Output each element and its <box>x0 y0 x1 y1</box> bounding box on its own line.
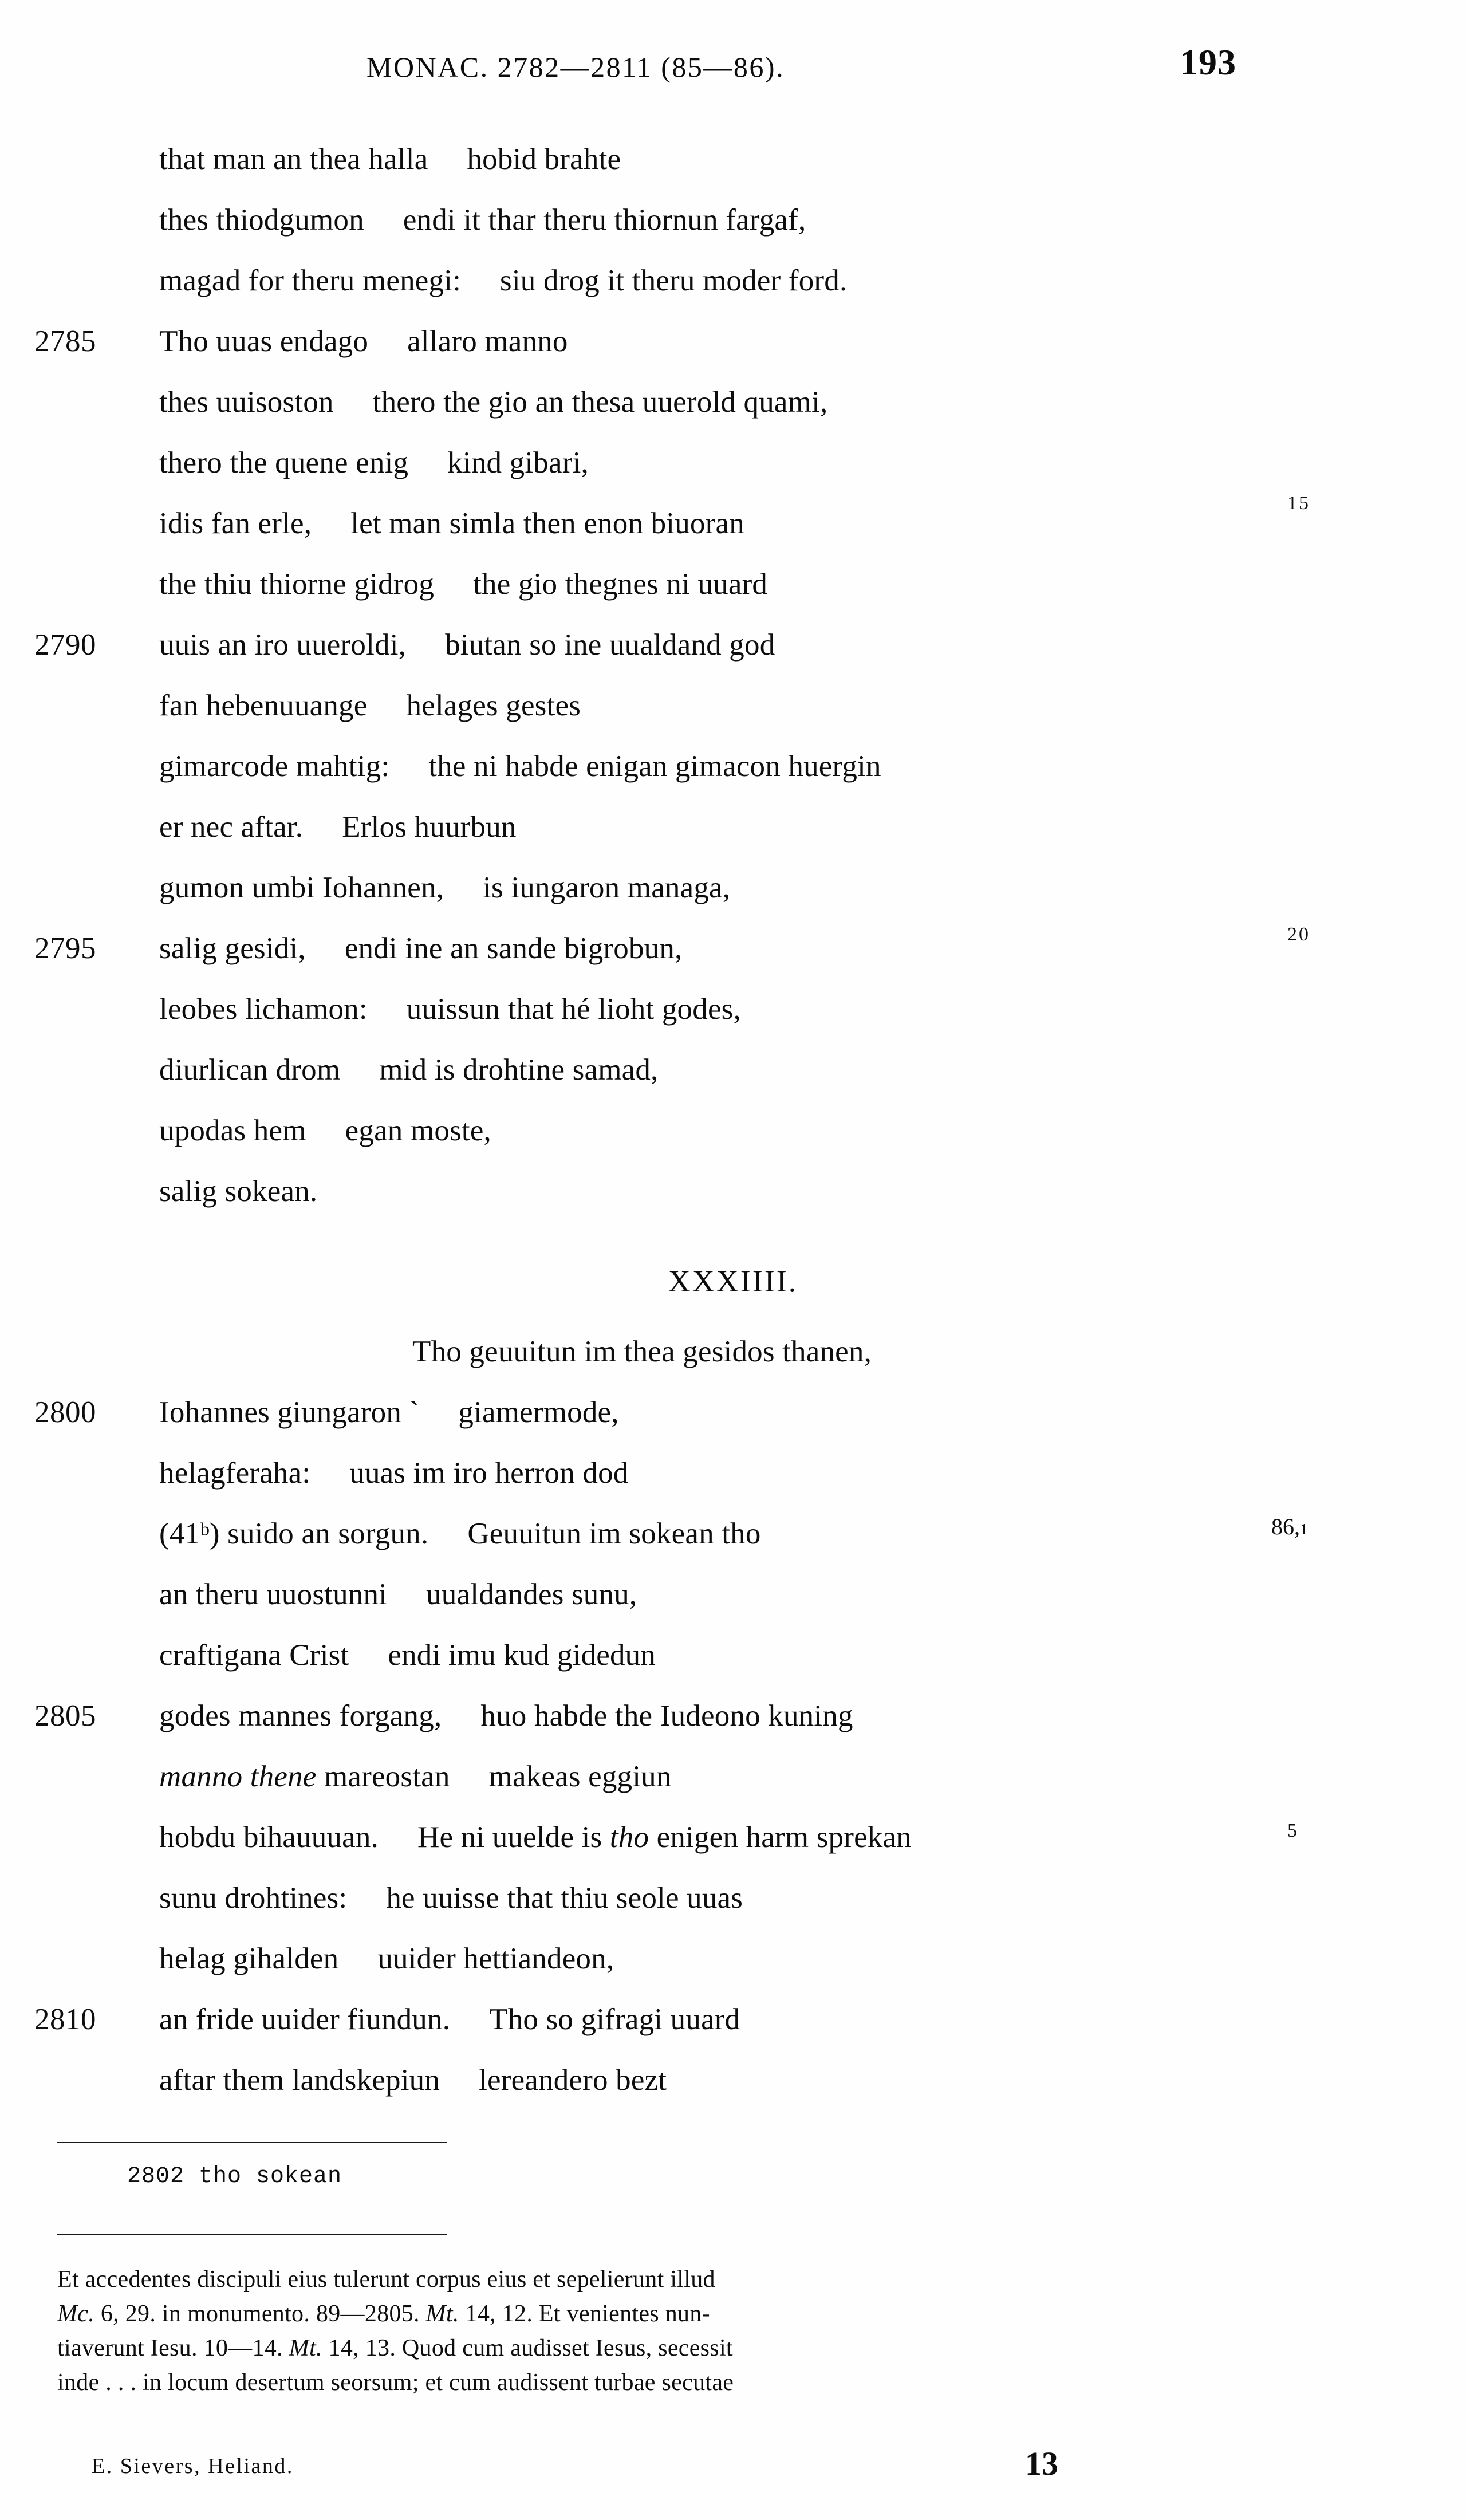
variant-reading-note: 2802 tho sokean <box>127 2164 342 2190</box>
verse-line-text: an theru uuostunni uualdandes sunu, <box>159 1578 637 1611</box>
verse-line-text: thero the quene enig kind gibari, <box>159 446 589 479</box>
verse-line <box>0 871 1466 931</box>
verse-line-text: that man an thea halla hobid brahte <box>159 143 621 176</box>
verse-line-text: idis fan erle, let man simla then enon biuoran <box>159 507 744 540</box>
verse-line <box>0 810 1466 871</box>
verse-line <box>0 1113 1466 1174</box>
footer-signature: E. Sievers, Heliand. <box>92 2454 294 2478</box>
verse-line <box>0 1759 1466 1820</box>
verse-block-lower <box>0 1334 1466 2124</box>
verse-line-text: sunu drohtines: he uuisse that thiu seole uuas <box>159 1881 743 1915</box>
verse-line-text: magad for theru menegi: siu drog it theru moder ford. <box>159 264 848 297</box>
chapter-heading: XXXIIII. <box>668 1264 798 1298</box>
verse-line <box>0 1881 1466 1942</box>
verse-line <box>0 446 1466 506</box>
page-folio-number: 193 <box>1180 42 1236 82</box>
verse-line <box>0 1517 1466 1577</box>
verse-line-text: gumon umbi Iohannen, is iungaron managa, <box>159 871 731 904</box>
verse-line <box>0 1577 1466 1638</box>
verse-block-upper <box>0 142 1466 1235</box>
verse-line-text: gimarcode mahtig: the ni habde enigan gimacon huergin <box>159 750 881 783</box>
verse-line-number: 2805 <box>34 1699 96 1732</box>
marginal-line-number: 86,1 <box>1271 1514 1308 1539</box>
verse-line-text: fan hebenuuange helages gestes <box>159 689 581 722</box>
latin-source-apparatus <box>57 2262 1413 2400</box>
verse-line-number: 2800 <box>34 1396 96 1429</box>
verse-line <box>0 203 1466 263</box>
verse-line <box>0 1395 1466 1456</box>
verse-line <box>0 992 1466 1053</box>
verse-line-number: 2795 <box>34 932 96 965</box>
apparatus-separator-rule <box>57 2234 447 2235</box>
verse-line-text: diurlican drom mid is drohtine samad, <box>159 1053 659 1086</box>
apparatus-line: Et accedentes discipuli eius tulerunt corpus eius et sepelierunt illud <box>57 2266 715 2293</box>
verse-line <box>0 628 1466 688</box>
verse-line-text: godes mannes forgang, huo habde the Iudeono kuning <box>159 1699 853 1732</box>
marginal-line-number: 5 <box>1287 1820 1299 1841</box>
verse-line <box>0 931 1466 992</box>
verse-line-number: 2785 <box>34 325 96 358</box>
verse-line-text: uuis an iro uueroldi, biutan so ine uualdand god <box>159 628 775 662</box>
marginal-line-number: 20 <box>1287 924 1310 945</box>
verse-line-text: helagferaha: uuas im iro herron dod <box>159 1456 629 1490</box>
verse-line <box>0 1638 1466 1699</box>
verse-line <box>0 567 1466 628</box>
verse-line-number: 2790 <box>34 628 96 662</box>
verse-line <box>0 142 1466 203</box>
verse-line-number: 2810 <box>34 2003 96 2036</box>
verse-line-text: craftigana Crist endi imu kud gidedun <box>159 1639 656 1672</box>
verse-line <box>0 1174 1466 1235</box>
verse-line-text: Tho uuas endago allaro manno <box>159 325 568 358</box>
running-head-title: MONAC. 2782—2811 (85—86). <box>366 51 785 83</box>
verse-line-text: Tho geuuitun im thea gesidos thanen, <box>412 1335 872 1368</box>
footer-sheet-number: 13 <box>1025 2445 1058 2482</box>
verse-line-text: helag gihalden uuider hettiandeon, <box>159 1942 614 1975</box>
verse-line-text: an fride uuider fiundun. Tho so gifragi uuard <box>159 2003 740 2036</box>
verse-line <box>0 749 1466 810</box>
apparatus-line: Mc. 6, 29. in monumento. 89—2805. Mt. 14, 12. Et venientes nun- <box>57 2301 710 2327</box>
verse-line-text: manno thene mareostan makeas eggiun <box>159 1760 672 1793</box>
verse-line-text: er nec aftar. Erlos huurbun <box>159 810 517 844</box>
verse-line-text: the thiu thiorne gidrog the gio thegnes ni uuard <box>159 568 768 601</box>
verse-line-text: upodas hem egan moste, <box>159 1114 492 1147</box>
verse-line <box>0 2002 1466 2063</box>
verse-line-text: (41ᵇ) suido an sorgun. Geuuitun im sokean tho <box>159 1517 761 1550</box>
verse-line-text: aftar them landskepiun lereandero bezt <box>159 2064 667 2097</box>
verse-line <box>0 1699 1466 1759</box>
verse-line-text: salig gesidi, endi ine an sande bigrobun, <box>159 932 683 965</box>
verse-line-text: leobes lichamon: uuissun that hé lioht godes, <box>159 993 741 1026</box>
apparatus-line: inde . . . in locum desertum seorsum; et cum audissent turbae secutae <box>57 2369 734 2396</box>
verse-line <box>0 1456 1466 1517</box>
verse-line-text: hobdu bihauuuan. He ni uuelde is tho enigen harm sprekan <box>159 1821 912 1854</box>
verse-line <box>0 1942 1466 2002</box>
verse-line <box>0 385 1466 446</box>
verse-line-text: Iohannes giungaron ˋ giamermode, <box>159 1396 619 1429</box>
variant-note-separator-rule <box>57 2142 447 2143</box>
verse-line-text: thes thiodgumon endi it thar theru thiornun fargaf, <box>159 203 806 237</box>
verse-line <box>0 2063 1466 2124</box>
verse-line <box>0 688 1466 749</box>
marginal-line-number: 15 <box>1287 493 1310 514</box>
running-head <box>0 42 1466 92</box>
verse-line-text: salig sokean. <box>159 1175 318 1208</box>
verse-line <box>0 1334 1466 1395</box>
apparatus-line: tiaverunt Iesu. 10—14. Mt. 14, 13. Quod cum audisset Iesus, secessit <box>57 2335 733 2361</box>
verse-line <box>0 1053 1466 1113</box>
verse-line-text: thes uuisoston thero the gio an thesa uuerold quami, <box>159 385 828 419</box>
verse-line <box>0 1820 1466 1881</box>
verse-line <box>0 263 1466 324</box>
verse-line <box>0 324 1466 385</box>
verse-line <box>0 506 1466 567</box>
